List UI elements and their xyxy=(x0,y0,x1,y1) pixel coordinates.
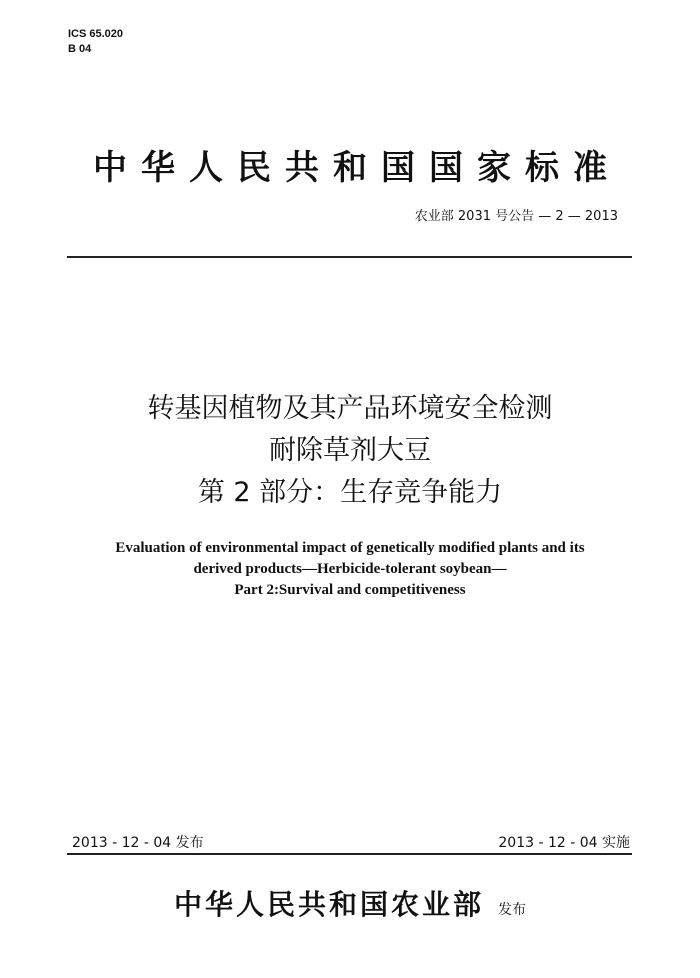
issue-date: 2013 - 12 - 04 发布 xyxy=(72,835,204,851)
chinese-title-line-3: 第 2 部分：生存竞争能力 xyxy=(197,477,503,508)
english-title xyxy=(0,538,700,601)
ics-code: ICS 65.020 xyxy=(68,28,124,40)
publisher xyxy=(0,883,700,923)
implementation-date: 2013 - 12 - 04 实施 xyxy=(498,835,630,851)
english-title-line-1: Evaluation of environmental impact of genetically modified plants and its xyxy=(115,540,585,556)
bottom-divider xyxy=(67,853,632,855)
english-title-line-3: Part 2:Survival and competitiveness xyxy=(234,582,466,598)
publisher-suffix: 发布 xyxy=(498,902,526,918)
english-title-line-2: derived products—Herbicide-tolerant soybean— xyxy=(193,561,507,577)
chinese-title xyxy=(0,388,700,514)
standard-code: 农业部 2031 号公告 — 2 — 2013 xyxy=(414,209,618,224)
standard-title: 中华人民共和国国家标准 xyxy=(93,148,621,188)
ics-classification xyxy=(68,27,123,57)
publisher-name: 中华人民共和国农业部 xyxy=(173,888,484,921)
top-divider xyxy=(67,256,632,258)
chinese-title-line-2: 耐除草剂大豆 xyxy=(269,435,431,466)
chinese-title-line-1: 转基因植物及其产品环境安全检测 xyxy=(147,393,553,424)
ccs-code: B 04 xyxy=(68,43,92,55)
